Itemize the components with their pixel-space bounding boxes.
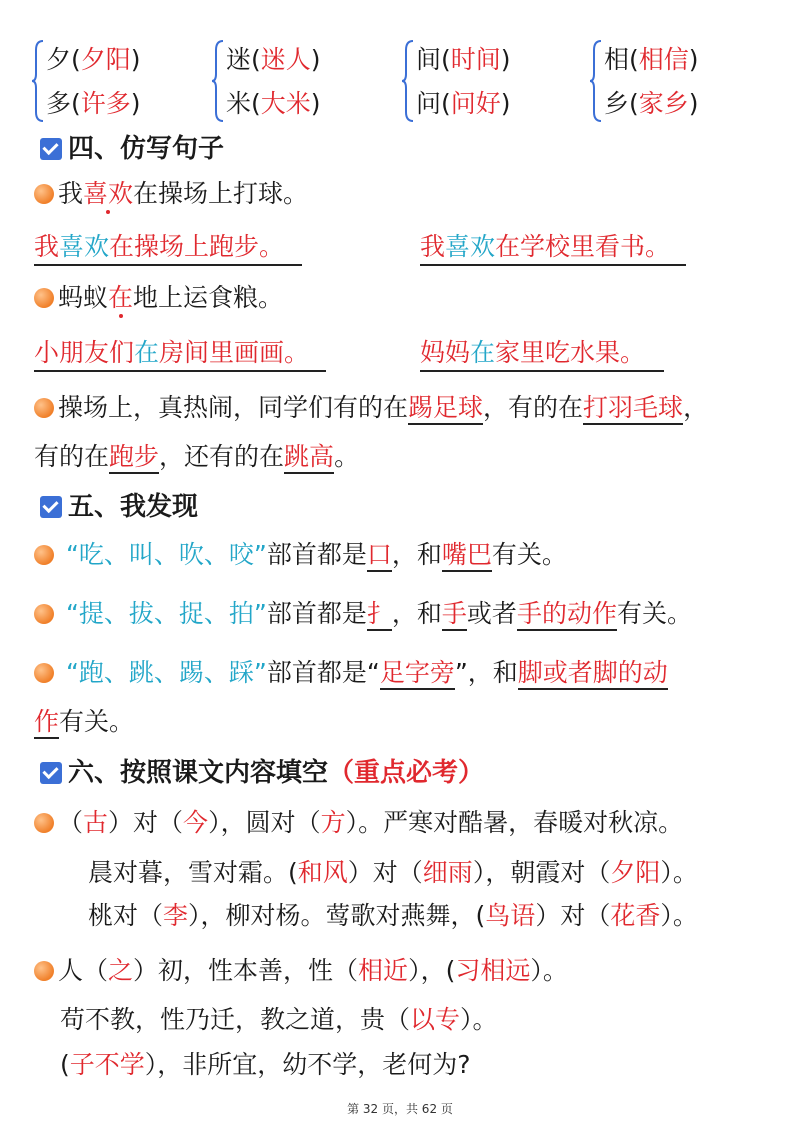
- paragraph-line-1: 操场上，真热闹，同学们有的在踢足球，有的在打羽毛球，: [34, 391, 708, 425]
- brace-icon: [402, 40, 414, 122]
- paragraph-line-2: 有的在跑步，还有的在跳高。: [34, 440, 359, 474]
- answer-blank: 手的动作: [517, 599, 617, 631]
- group-row-2: 乡(家乡): [604, 89, 699, 118]
- section-4-heading: [40, 128, 224, 165]
- group-row-2: 米(大米): [226, 89, 321, 118]
- example-sentence-1: 我喜欢在操场上打球。: [34, 177, 308, 211]
- group-row-2: 问(问好): [416, 89, 511, 118]
- answer-word: 问好: [450, 89, 501, 118]
- section-title: 六、按照课文内容填空: [68, 758, 329, 788]
- base-char: 间: [416, 45, 442, 74]
- base-char: 多: [46, 89, 72, 118]
- checkbox-icon: [40, 496, 62, 518]
- base-char: 迷: [226, 45, 252, 74]
- bullet-icon: [34, 545, 54, 565]
- example-sentence-2: 蚂蚁在地上运食粮。: [34, 281, 283, 315]
- answer-word: 大米: [260, 89, 311, 118]
- fill-line-4: 人（之）初，性本善，性（相近），(习相远）。: [34, 954, 568, 988]
- answer-blank: 足字旁: [380, 658, 455, 690]
- bullet-icon: [34, 813, 54, 833]
- answer-word: 夕阳: [80, 45, 131, 74]
- group-row-1: 间(时间): [416, 45, 511, 74]
- page-footer: [0, 1100, 800, 1117]
- fill-line-3: 桃对（李），柳对杨。莺歌对燕舞，(鸟语）对（花香）。: [88, 901, 698, 930]
- brace-icon: [32, 40, 44, 122]
- brace-icon: [590, 40, 602, 122]
- base-char: 乡: [604, 89, 630, 118]
- base-char: 米: [226, 89, 252, 118]
- section-5-heading: [40, 486, 198, 523]
- answer-blank: 作: [34, 707, 59, 739]
- group-row-1: 迷(迷人): [226, 45, 321, 74]
- group-row-1: 相(相信): [604, 45, 699, 74]
- base-char: 相: [604, 45, 630, 74]
- fill-line-2: 晨对暮，雪对霜。(和风）对（细雨），朝霞对（夕阳）。: [88, 858, 698, 887]
- brace-icon: [212, 40, 224, 122]
- answer-blank: 手: [442, 599, 467, 631]
- answer-blank: 扌: [367, 599, 392, 631]
- key-word: 在: [108, 283, 134, 312]
- fill-line-1: （古）对（今），圆对（方）。严寒对酷暑，春暖对秋凉。: [34, 806, 683, 840]
- bullet-icon: [34, 663, 54, 683]
- discovery-row-2: “提、拔、捉、拍”部首都是扌，和手或者手的动作有关。: [34, 597, 692, 631]
- answer-sentence-2a: 小朋友们在房间里画画。: [34, 336, 326, 372]
- group-row-2: 多(许多): [46, 89, 141, 118]
- answer-blank: 跳高: [284, 442, 334, 474]
- key-word: 喜欢: [83, 179, 134, 208]
- base-char: 问: [416, 89, 442, 118]
- answer-blank: 踢足球: [408, 393, 483, 425]
- bullet-icon: [34, 961, 54, 981]
- answer-word: 时间: [450, 45, 501, 74]
- answer-blank: 打羽毛球: [583, 393, 683, 425]
- bullet-icon: [34, 288, 54, 308]
- checkbox-icon: [40, 138, 62, 160]
- fill-line-6: (子不学），非所宜，幼不学，老何为?: [60, 1050, 471, 1079]
- answer-word: 许多: [80, 89, 131, 118]
- section-6-heading: [40, 752, 484, 789]
- answer-word: 家乡: [638, 89, 689, 118]
- group-row-1: 夕(夕阳): [46, 45, 141, 74]
- answer-sentence-1a: 我喜欢在操场上跑步。: [34, 230, 302, 266]
- base-char: 夕: [46, 45, 72, 74]
- fill-line-5: 苟不教，性乃迁，教之道，贵（以专）。: [60, 1005, 498, 1034]
- answer-blank: 跑步: [109, 442, 159, 474]
- answer-sentence-1b: 我喜欢在学校里看书。: [420, 230, 686, 266]
- bullet-icon: [34, 398, 54, 418]
- discovery-row-3: “跑、跳、踢、踩”部首都是“足字旁”，和脚或者脚的动: [34, 656, 668, 690]
- section-tag: （重点必考）: [328, 758, 485, 788]
- checkbox-icon: [40, 762, 62, 784]
- answer-word: 迷人: [260, 45, 311, 74]
- answer-sentence-2b: 妈妈在家里吃水果。: [420, 336, 664, 372]
- section-title: 五、我发现: [68, 492, 199, 522]
- section-title: 四、仿写句子: [68, 134, 225, 164]
- answer-blank: 口: [367, 540, 392, 572]
- bullet-icon: [34, 604, 54, 624]
- discovery-row-1: “吃、叫、吹、咬”部首都是口，和嘴巴有关。: [34, 538, 567, 572]
- answer-blank: 脚或者脚的动: [518, 658, 668, 690]
- discovery-row-3-cont: 作有关。: [34, 705, 134, 739]
- bullet-icon: [34, 184, 54, 204]
- answer-word: 相信: [638, 45, 689, 74]
- page-number: 第 32 页，共 62 页: [347, 1102, 453, 1116]
- answer-blank: 嘴巴: [442, 540, 492, 572]
